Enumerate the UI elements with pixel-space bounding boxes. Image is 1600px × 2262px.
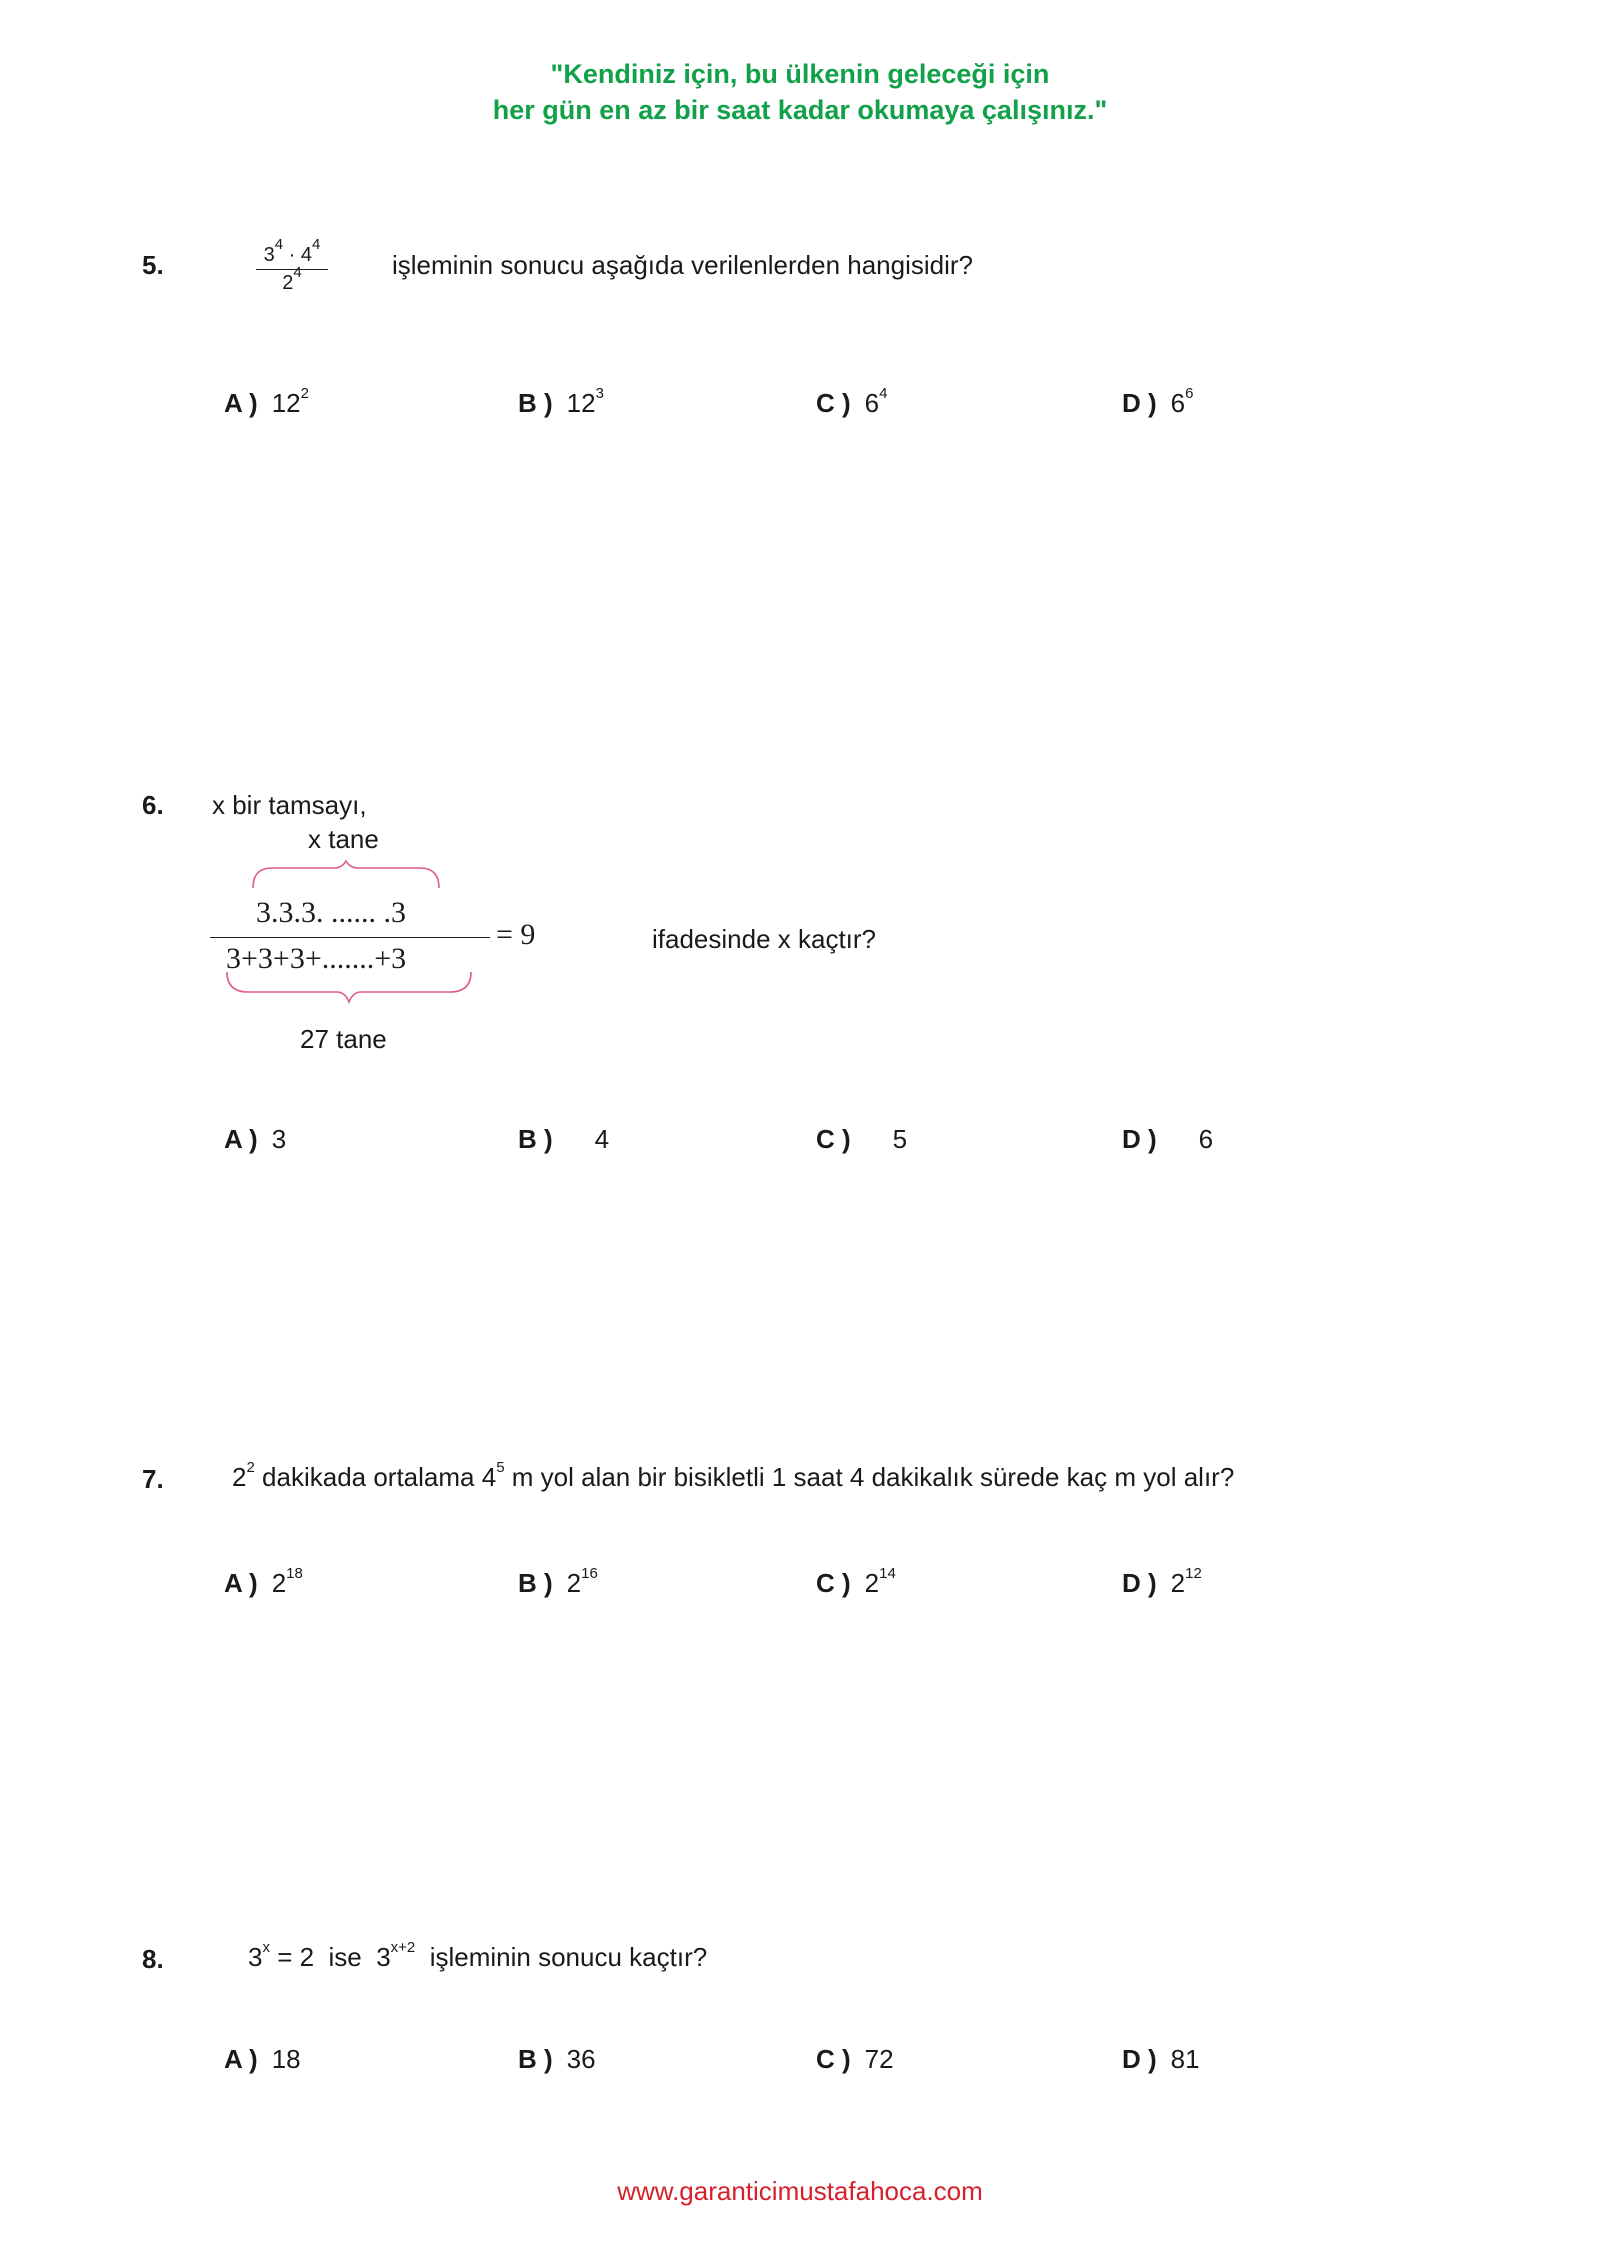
question-7-option-d[interactable]: D ) $2^{12}$ [1122, 1565, 1202, 1598]
question-5-text: işleminin sonucu aşağıda verilenlerden hangisidir? [392, 250, 974, 280]
question-5-option-d[interactable]: D ) $6^6$ [1122, 385, 1194, 418]
question-6-bottom-brace-label: 27 tane [300, 1024, 387, 1054]
question-6-top-brace [250, 860, 442, 890]
question-5-number: 5. [142, 250, 164, 280]
question-6-option-a[interactable]: A ) 3 [224, 1124, 287, 1154]
question-8-option-a[interactable]: A ) 18 [224, 2044, 301, 2074]
question-6-equals: = 9 [496, 918, 536, 951]
question-5-denominator: $2^4$ [282, 264, 302, 294]
question-8-option-c[interactable]: C ) 72 [816, 2044, 894, 2074]
question-6-number: 6. [142, 790, 164, 820]
question-8-option-b[interactable]: B ) 36 [518, 2044, 596, 2074]
question-6-numerator: 3.3.3. ...... .3 [256, 896, 406, 929]
question-5-option-b[interactable]: B ) $12^3$ [518, 385, 604, 418]
question-6-option-c[interactable]: C ) 5 [816, 1124, 908, 1154]
question-7-option-c[interactable]: C ) $2^{14}$ [816, 1565, 896, 1598]
question-6-option-d[interactable]: D ) 6 [1122, 1124, 1214, 1154]
question-5-fraction [256, 236, 328, 295]
question-6-bottom-brace [224, 970, 474, 1004]
question-7-number: 7. [142, 1464, 164, 1494]
question-7-text: $2^2$ dakikada ortalama $4^5$ m yol alan bir bisikletli 1 saat 4 dakikalık sürede kaç m yol alır? [232, 1459, 1235, 1492]
footer-url[interactable]: www.garanticimustafahoca.com [617, 2176, 983, 2206]
question-8-number: 8. [142, 1944, 164, 1974]
question-7-option-b[interactable]: B ) $2^{16}$ [518, 1565, 598, 1598]
question-6-fraction-bar [210, 937, 490, 938]
question-8-option-d[interactable]: D ) 81 [1122, 2044, 1200, 2074]
question-5-option-c[interactable]: C ) $6^4$ [816, 385, 888, 418]
question-6-denominator: 3+3+3+.......+3 [226, 942, 407, 975]
header-line-1: "Kendiniz için, bu ülkenin geleceği için [550, 59, 1050, 89]
question-8-text: $3^x = 2$ ise $3^{x+2}$ işleminin sonucu kaçtır? [248, 1939, 708, 1972]
question-6-text: ifadesinde x kaçtır? [652, 924, 877, 954]
question-5-numerator: $3^4 \cdot 4^4$ [256, 244, 328, 270]
question-6-intro: x bir tamsayı, [212, 790, 367, 820]
header-line-2: her gün en az bir saat kadar okumaya çalışınız." [492, 95, 1108, 125]
question-7-option-a[interactable]: A ) $2^{18}$ [224, 1565, 303, 1598]
question-6-top-brace-label: x tane [308, 824, 379, 854]
header-quote [0, 56, 1600, 128]
question-5-option-a[interactable]: A ) $12^2$ [224, 385, 309, 418]
question-6-option-b[interactable]: B ) 4 [518, 1124, 610, 1154]
